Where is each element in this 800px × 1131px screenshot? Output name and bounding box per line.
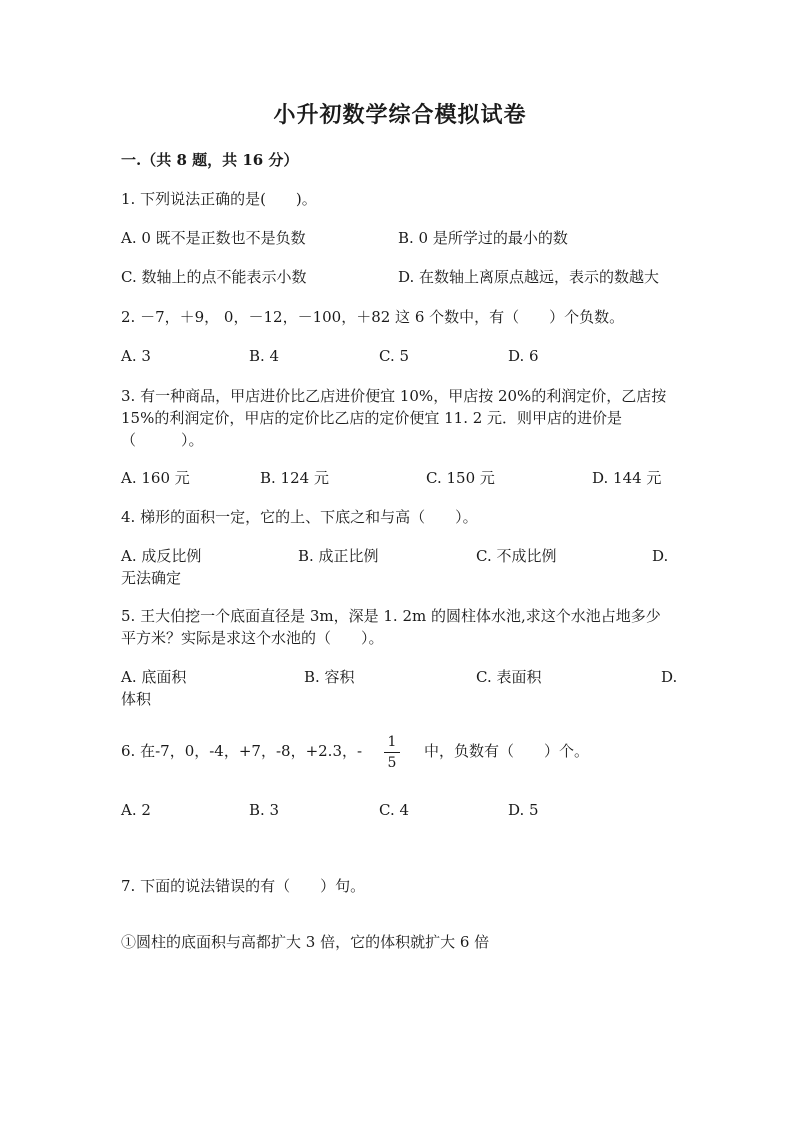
question-4-option-c: C. 不成比例	[476, 547, 557, 565]
fraction-one-fifth	[382, 734, 402, 771]
question-6-option-d: D. 5	[508, 801, 539, 819]
question-2-option-d: D. 6	[508, 347, 539, 365]
question-1-stem: 1. 下列说法正确的是( )。	[121, 190, 317, 208]
question-4-option-d-text: 无法确定	[121, 569, 182, 587]
question-4-option-b: B. 成正比例	[298, 547, 379, 565]
question-3-line-1: 3. 有一种商品，甲店进价比乙店进价便宜 10%，甲店按 20%的利润定价，乙店按	[121, 387, 667, 405]
question-6-option-c: C. 4	[379, 801, 410, 819]
question-4-stem: 4. 梯形的面积一定，它的上、下底之和与高（ ）。	[121, 508, 478, 526]
question-5-option-d-label: D.	[661, 668, 678, 686]
question-7-statement-1: ①圆柱的底面积与高都扩大 3 倍，它的体积就扩大 6 倍	[121, 933, 490, 951]
question-3-line-3: （ ）。	[121, 431, 204, 449]
question-5-line-2: 平方米？实际是求这个水池的（ ）。	[121, 629, 384, 647]
question-1-option-b: B. 0 是所学过的最小的数	[398, 229, 568, 247]
question-2-option-b: B. 4	[249, 347, 280, 365]
question-2-option-a: A. 3	[121, 347, 151, 365]
question-5-option-c: C. 表面积	[476, 668, 542, 686]
fraction-numerator: 1	[387, 734, 397, 750]
question-5-option-a: A. 底面积	[121, 668, 187, 686]
section-heading: 一.（共 8 题，共 16 分）	[121, 151, 299, 169]
question-6-option-b: B. 3	[249, 801, 280, 819]
question-3-option-c: C. 150 元	[426, 469, 495, 487]
question-2-option-c: C. 5	[379, 347, 410, 365]
question-2-stem: 2. －7，＋9， 0，－12，－100，＋82 这 6 个数中，有（ ）个负数。	[121, 308, 625, 326]
question-7-stem: 7. 下面的说法错误的有（ ）句。	[121, 877, 366, 895]
page-title: 小升初数学综合模拟试卷	[273, 102, 527, 128]
question-1-option-a: A. 0 既不是正数也不是负数	[121, 229, 306, 247]
question-4-option-a: A. 成反比例	[121, 547, 202, 565]
question-6-stem-start: 6. 在-7，0，-4，+7，-8，+2.3，-	[121, 742, 363, 760]
question-1-option-d: D. 在数轴上离原点越远，表示的数越大	[398, 268, 660, 286]
question-4-option-d-label: D.	[652, 547, 669, 565]
question-3-line-2: 15%的利润定价，甲店的定价比乙店的定价便宜 11. 2 元．则甲店的进价是	[121, 409, 623, 427]
question-5-line-1: 5. 王大伯挖一个底面直径是 3m，深是 1. 2m 的圆柱体水池,求这个水池占地多少	[121, 607, 661, 625]
question-5-option-b: B. 容积	[304, 668, 355, 686]
question-6-option-a: A. 2	[121, 801, 151, 819]
question-1-option-c: C. 数轴上的点不能表示小数	[121, 268, 307, 286]
question-3-option-b: B. 124 元	[260, 469, 329, 487]
question-3-option-d: D. 144 元	[592, 469, 662, 487]
fraction-bar	[384, 752, 400, 753]
question-6-stem-end: 中，负数有（ ）个。	[424, 742, 590, 760]
question-3-option-a: A. 160 元	[121, 469, 190, 487]
fraction-denominator: 5	[387, 755, 397, 771]
question-5-option-d-text: 体积	[121, 690, 152, 708]
